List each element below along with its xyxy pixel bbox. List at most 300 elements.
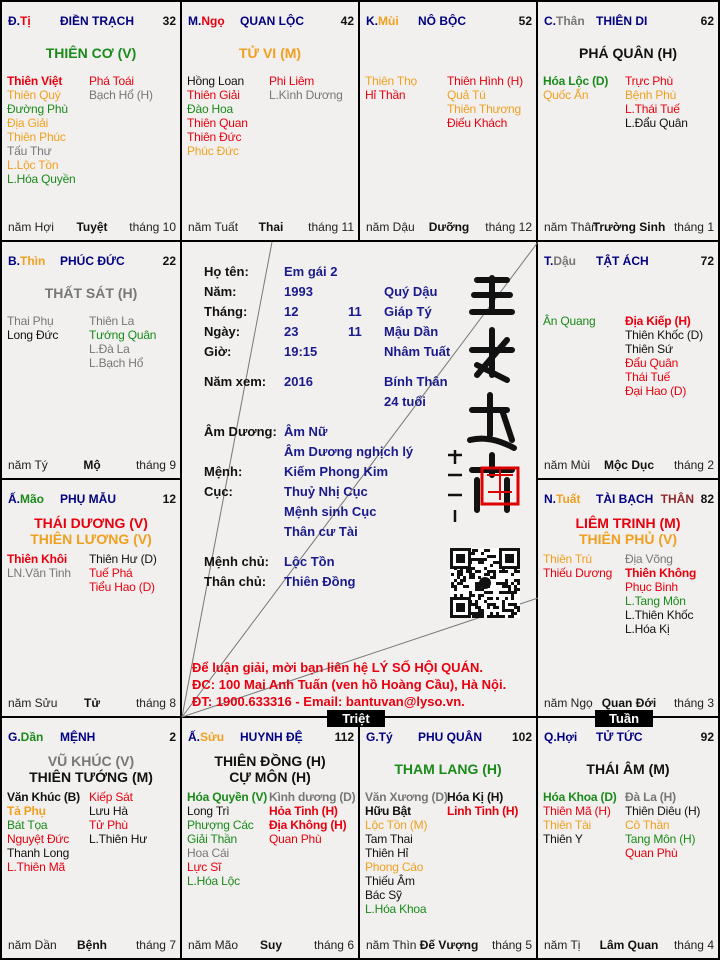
minor-star: Quan Phù [625, 846, 678, 860]
palace-điền-trạch[interactable] [0, 0, 182, 242]
minor-star: Nguyệt Đức [7, 832, 70, 846]
minor-star: Điếu Khách [447, 116, 508, 130]
palace-age: 112 [334, 730, 354, 744]
palace-year: năm Thìn [366, 938, 417, 952]
life-stage: Bệnh [77, 938, 107, 952]
life-stage: Đế Vượng [419, 938, 479, 952]
qr-module [472, 594, 475, 597]
qr-module [463, 579, 466, 582]
main-stars [2, 272, 180, 314]
main-stars [182, 748, 358, 790]
palace-can: Ấ. [188, 730, 200, 744]
qr-module [490, 570, 493, 573]
qr-module [508, 588, 511, 591]
qr-module [490, 612, 493, 615]
main-star: VŨ KHÚC (V) [47, 753, 135, 769]
qr-module [514, 579, 517, 582]
qr-module [478, 561, 481, 564]
minor-star: Thiên Không [625, 566, 697, 580]
palace-name: NÔ BỘC [418, 14, 466, 28]
qr-module [502, 591, 505, 594]
palace-month: tháng 4 [673, 938, 714, 952]
minor-stars-right [625, 74, 688, 130]
qr-module [481, 594, 484, 597]
qr-module [502, 570, 505, 573]
palace-age: 102 [511, 730, 532, 744]
qr-module [481, 552, 484, 555]
minor-star: LN.Văn Tinh [7, 566, 71, 580]
cuc-note-1: Mệnh sinh Cục [284, 504, 377, 519]
qr-module [511, 594, 514, 597]
contact-line-2: ĐC: 100 Mai Anh Tuấn (ven hồ Hoàng Cầu), Hà Nội. [192, 677, 507, 692]
palace-chi: Thìn [20, 254, 46, 268]
palace-can: N. [544, 492, 556, 506]
minor-star: Tam Thai [365, 832, 413, 846]
qr-module [490, 564, 493, 567]
view-year-value: 2016 [284, 374, 313, 389]
minor-star: Đà La (H) [625, 790, 676, 804]
main-star: THIÊN PHỦ (V) [579, 531, 677, 547]
palace-can: Đ. [8, 14, 20, 28]
minor-star: Tả Phụ [7, 804, 46, 818]
qr-module [481, 609, 484, 612]
qr-module [469, 570, 472, 573]
palace-can: G. [366, 730, 379, 744]
palace-footer [188, 220, 354, 234]
minor-star: Thai Phụ [7, 314, 54, 328]
qr-module [517, 582, 520, 585]
palace-chi: Tý [378, 730, 393, 744]
life-stage: Dưỡng [428, 220, 470, 234]
minor-stars-left [187, 74, 248, 158]
minor-star: Văn Xương (D) [365, 790, 448, 804]
qr-module [481, 615, 484, 618]
qr-module [493, 603, 496, 606]
qr-module [457, 576, 460, 579]
qr-module [499, 570, 502, 573]
minor-star: Đào Hoa [187, 102, 233, 116]
qr-module [484, 558, 487, 561]
qr-module [472, 612, 475, 615]
qr-module [514, 606, 517, 609]
qr-module [475, 570, 478, 573]
name-value: Em gái 2 [284, 264, 338, 279]
day-label: Ngày: [204, 324, 241, 339]
minor-stars-right [625, 790, 700, 860]
minor-star: Thiên Thọ [365, 74, 418, 88]
month-value: 12 [284, 304, 299, 319]
palace-month: tháng 10 [129, 220, 176, 234]
palace-chi: Dần [20, 730, 44, 744]
menh-chu-label: Mệnh chủ: [204, 554, 269, 569]
qr-module [466, 570, 469, 573]
minor-star: Phúc Đức [187, 144, 239, 158]
minor-star: Trực Phù [625, 74, 673, 88]
qr-module [460, 594, 463, 597]
qr-module [490, 576, 493, 579]
palace-tài-bạch[interactable] [536, 478, 720, 718]
minor-stars-left [7, 552, 71, 580]
cuc-label: Cục: [204, 484, 233, 499]
qr-module [484, 600, 487, 603]
qr-module [493, 555, 496, 558]
palace-month: tháng 11 [308, 220, 354, 234]
minor-star: Hóa Khoa (D) [543, 790, 617, 804]
palace-header [188, 14, 354, 30]
qr-module [505, 554, 514, 563]
qr-module [502, 585, 505, 588]
qr-module [511, 615, 514, 618]
triet-marker: Triệt [327, 710, 385, 727]
qr-module [490, 591, 493, 594]
minor-star: Phi Liêm [269, 74, 315, 88]
qr-module [484, 549, 487, 552]
minor-star: Thiên Khôi [7, 552, 67, 566]
minor-star: Hóa Quyền (V) [187, 790, 268, 804]
amduong-note: Âm Dương nghịch lý [284, 444, 414, 459]
minor-star: L.Tang Môn [625, 594, 686, 608]
palace-month: tháng 3 [673, 696, 714, 710]
life-stage: Suy [259, 938, 282, 952]
qr-module [496, 606, 499, 609]
qr-module [475, 600, 478, 603]
palace-month: tháng 9 [135, 458, 176, 472]
menh-label: Mệnh: [204, 464, 243, 479]
than-marker: THÂN [660, 492, 694, 506]
minor-star: Thiên La [89, 314, 135, 328]
minor-stars-right [89, 790, 147, 846]
qr-module [496, 615, 499, 618]
qr-module [451, 582, 454, 585]
minor-star: Giải Thần [187, 832, 238, 846]
qr-module [478, 558, 481, 561]
qr-module [454, 579, 457, 582]
calligraphy-logo [442, 270, 532, 550]
palace-month: tháng 1 [673, 220, 714, 234]
qr-module [478, 594, 481, 597]
qr-module [511, 612, 514, 615]
palace-year: năm Dậu [366, 220, 415, 234]
qr-module [496, 597, 499, 600]
minor-star: Hóa Lộc (D) [543, 74, 609, 88]
qr-module [499, 615, 502, 618]
qr-module [505, 579, 508, 582]
minor-star: L.Hóa Kị [625, 622, 670, 636]
minor-star: Thanh Long [7, 846, 70, 860]
life-stage: Tử [83, 696, 101, 710]
qr-module [517, 588, 520, 591]
minor-star: Thiên Hình (H) [447, 74, 523, 88]
qr-module [472, 573, 475, 576]
qr-module [484, 591, 487, 594]
palace-header [8, 730, 176, 746]
minor-star: Tướng Quân [89, 328, 157, 342]
qr-module [469, 591, 472, 594]
palace-age: 62 [700, 14, 714, 28]
qr-module [472, 576, 475, 579]
qr-module [475, 585, 478, 588]
qr-module [472, 567, 475, 570]
minor-star: L.Thiên Khốc [625, 608, 694, 622]
qr-module [454, 585, 457, 588]
minor-star: Tấu Thư [7, 144, 52, 158]
minor-star: Thiên Hỉ [365, 846, 409, 860]
qr-module [478, 612, 481, 615]
qr-module [490, 555, 493, 558]
main-stars [182, 32, 358, 74]
qr-module [460, 570, 463, 573]
minor-star: Lưu Hà [89, 804, 128, 818]
minor-star: Hữu Bật [365, 804, 411, 818]
day-lunar: 11 [348, 324, 362, 339]
palace-header [366, 14, 532, 30]
minor-star: Kình dương (D) [269, 790, 356, 804]
qr-module [487, 615, 490, 618]
palace-age: 2 [169, 730, 176, 744]
tuan-marker: Tuần [595, 710, 653, 727]
palace-huynh-đệ[interactable] [180, 716, 360, 960]
qr-module [481, 612, 484, 615]
qr-module [493, 606, 496, 609]
minor-stars-right [89, 74, 153, 102]
minor-star: Quan Phù [269, 832, 322, 846]
minor-star: Thiên Phúc [7, 130, 66, 144]
main-stars [538, 510, 718, 552]
palace-year: năm Tị [544, 938, 581, 952]
minor-star: Thiên Quý [7, 88, 61, 102]
center-info-panel [180, 240, 540, 720]
palace-can: T. [544, 254, 554, 268]
main-stars [2, 748, 180, 790]
qr-module [487, 549, 490, 552]
qr-module [475, 582, 478, 585]
palace-tật-ách[interactable] [536, 240, 720, 480]
minor-star: Địa Giải [7, 116, 49, 130]
qr-module [487, 591, 490, 594]
palace-footer [8, 458, 176, 472]
qr-module [496, 582, 499, 585]
qr-module [514, 585, 517, 588]
minor-star: Thiên Khốc (D) [625, 328, 703, 342]
minor-star: Phá Toái [89, 74, 134, 88]
qr-module [514, 603, 517, 606]
qr-module [502, 606, 505, 609]
life-stage: Mộc Dục [603, 458, 654, 472]
menh-chu-value: Lộc Tồn [284, 554, 335, 569]
qr-module [493, 570, 496, 573]
palace-year: năm Mùi [544, 458, 591, 472]
palace-age: 42 [340, 14, 354, 28]
minor-star: L.Hóa Quyền [7, 172, 76, 186]
life-stage: Mộ [83, 458, 101, 472]
palace-thiên-di[interactable] [536, 0, 720, 242]
minor-star: Tang Môn (H) [625, 832, 696, 846]
qr-module [514, 588, 517, 591]
palace-name: MỆNH [60, 730, 96, 744]
qr-module [460, 579, 463, 582]
palace-can: C. [544, 14, 556, 28]
minor-star: Phục Binh [625, 580, 678, 594]
qr-module [517, 609, 520, 612]
qr-module [505, 582, 508, 585]
minor-star: Thiên Việt [7, 74, 63, 88]
minor-star: L.Thiên Mã [7, 860, 66, 874]
main-star: THẤT SÁT (H) [44, 285, 138, 301]
qr-module [511, 573, 514, 576]
qr-module [469, 576, 472, 579]
qr-module [508, 603, 511, 606]
qr-module [502, 600, 505, 603]
palace-header [544, 14, 714, 30]
minor-star: Thiên Trù [543, 552, 592, 566]
minor-star: Bác Sỹ [365, 888, 402, 902]
minor-star: Thiên Tài [543, 818, 592, 832]
qr-module [457, 573, 460, 576]
main-star: CỰ MÔN (H) [229, 769, 311, 785]
minor-stars-right [89, 314, 156, 370]
minor-star: Thái Tuế [625, 370, 671, 384]
qr-module [460, 582, 463, 585]
minor-star: L.Lộc Tồn [7, 158, 59, 172]
palace-mệnh[interactable] [0, 716, 182, 960]
main-star: LIÊM TRINH (M) [575, 515, 681, 531]
qr-module [499, 582, 502, 585]
minor-stars-right [269, 790, 355, 846]
minor-stars-left [543, 790, 617, 846]
palace-header [188, 730, 354, 746]
palace-year: năm Tuất [188, 220, 239, 234]
minor-star: Thiên Mã (H) [543, 804, 611, 818]
main-stars [360, 748, 536, 790]
qr-module [511, 597, 514, 600]
year-label: Năm: [204, 284, 237, 299]
minor-star: Long Đức [7, 328, 59, 342]
minor-star: Thiên Quan [187, 116, 248, 130]
palace-year: năm Mão [188, 938, 239, 952]
minor-star: Đại Hao (D) [625, 384, 687, 398]
minor-star: L.Hóa Khoa [365, 902, 427, 916]
palace-name: PHỤ MẪU [60, 492, 116, 506]
qr-module [478, 609, 481, 612]
life-stage: Trường Sinh [592, 220, 666, 234]
qr-module [457, 570, 460, 573]
palace-age: 12 [162, 492, 176, 506]
palace-name: ĐIỀN TRẠCH [60, 14, 134, 28]
cuc-note-2: Thân cư Tài [284, 524, 358, 539]
qr-module [451, 573, 454, 576]
minor-star: L.Kình Dương [269, 88, 343, 102]
palace-phu-quân[interactable] [358, 716, 538, 960]
minor-stars-right [447, 74, 523, 130]
palace-phụ-mẫu[interactable] [0, 478, 182, 718]
qr-code[interactable] [450, 548, 520, 618]
palace-month: tháng 6 [313, 938, 354, 952]
qr-module [505, 570, 508, 573]
minor-star: Bát Tọa [7, 818, 48, 832]
qr-module [472, 558, 475, 561]
contact-line-1: Để luận giải, mời bạn liên hệ LÝ SỐ HỘI QUÁN. [192, 660, 483, 675]
qr-module [469, 573, 472, 576]
main-star: THIÊN TƯỚNG (M) [29, 769, 153, 785]
life-stage: Lâm Quan [599, 938, 659, 952]
view-year-canchi: Bính Thân [384, 374, 448, 389]
qr-module [469, 594, 472, 597]
qr-module [456, 603, 465, 612]
minor-stars-right [269, 74, 343, 102]
minor-star: Cô Thần [625, 818, 670, 832]
qr-module [454, 594, 457, 597]
minor-star: Thiếu Dương [543, 566, 613, 580]
qr-module [457, 582, 460, 585]
day-value: 23 [284, 324, 299, 339]
day-canchi: Mậu Dần [384, 324, 439, 339]
palace-can: B. [8, 254, 20, 268]
palace-name: HUYNH ĐỆ [240, 730, 303, 744]
minor-star: Văn Khúc (B) [7, 790, 80, 804]
main-star: THIÊN CƠ (V) [45, 45, 137, 61]
qr-module [454, 588, 457, 591]
minor-stars-left [365, 74, 417, 102]
palace-chi: Mão [20, 492, 44, 506]
minor-star: L.Thái Tuế [625, 102, 680, 116]
minor-stars-left [365, 790, 448, 916]
qr-module [460, 573, 463, 576]
palace-age: 82 [700, 492, 714, 506]
palace-footer [544, 696, 714, 710]
minor-star: Quốc Ấn [543, 88, 589, 102]
palace-quan-lộc[interactable] [180, 0, 360, 242]
palace-phúc-đức[interactable] [0, 240, 182, 480]
qr-module [490, 597, 493, 600]
minor-star: Tiểu Hao (D) [89, 580, 155, 594]
qr-module [481, 561, 484, 564]
than-chu-value: Thiên Đồng [284, 574, 356, 589]
minor-star: Thiên Giải [187, 88, 240, 102]
minor-star: L.Thiên Hư [89, 832, 148, 846]
palace-name: TẬT ÁCH [596, 254, 649, 268]
life-stage: Quan Đới [601, 696, 657, 710]
year-value: 1993 [284, 284, 313, 299]
qr-module [496, 612, 499, 615]
qr-module [496, 561, 499, 564]
minor-star: Hỉ Thần [365, 88, 406, 102]
main-stars [360, 32, 536, 74]
amduong-label: Âm Dương: [204, 424, 277, 439]
minor-star: Thiên Hư (D) [89, 552, 157, 566]
palace-name: TÀI BẠCH [596, 492, 654, 506]
qr-module [475, 558, 478, 561]
qr-module [505, 609, 508, 612]
minor-star: Lộc Tồn (M) [365, 818, 428, 832]
palace-name: PHÚC ĐỨC [60, 254, 125, 268]
palace-chi: Tuất [556, 492, 581, 506]
qr-module [502, 615, 505, 618]
palace-chi: Mùi [378, 14, 399, 28]
minor-star: Ân Quang [543, 314, 596, 328]
qr-module [490, 603, 493, 606]
palace-age: 52 [518, 14, 532, 28]
month-lunar: 11 [348, 304, 362, 319]
palace-nô-bộc[interactable] [358, 0, 538, 242]
qr-module [505, 591, 508, 594]
qr-module [475, 615, 478, 618]
minor-star: Long Trì [187, 804, 230, 818]
qr-module [511, 591, 514, 594]
palace-tử-tức[interactable] [536, 716, 720, 960]
minor-stars-right [625, 314, 703, 398]
qr-module [502, 603, 505, 606]
palace-year: năm Sửu [8, 696, 58, 710]
